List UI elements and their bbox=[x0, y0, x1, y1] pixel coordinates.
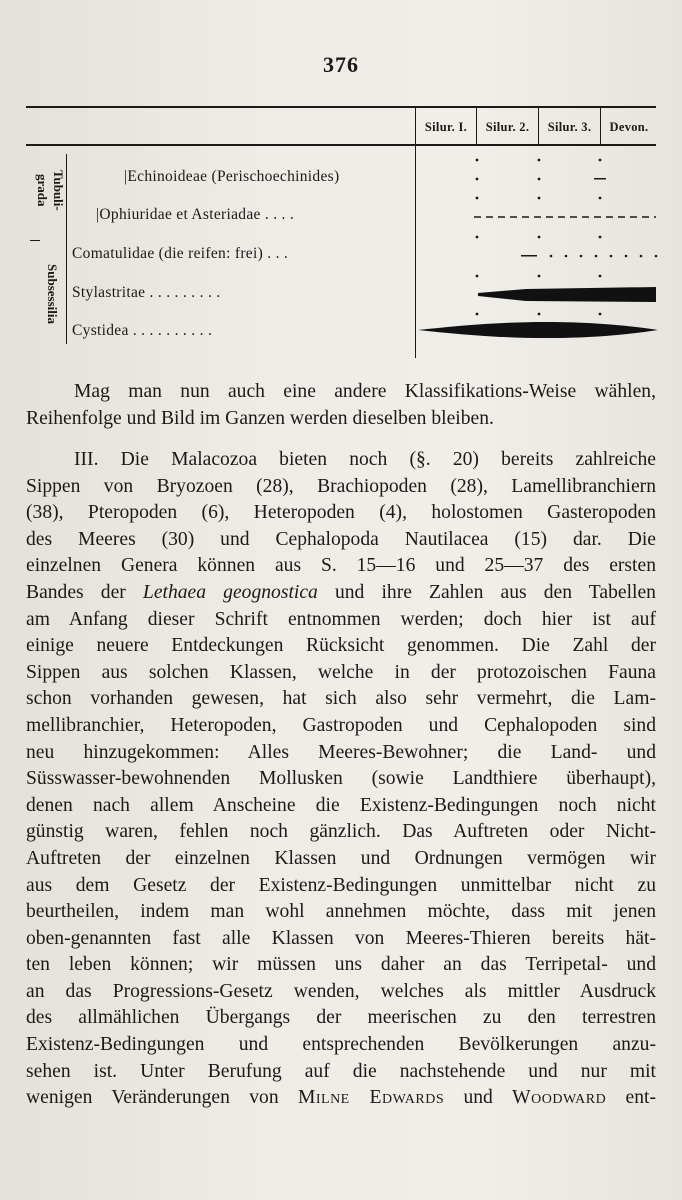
text-line: mellibranchier, Heteropoden, Gastropoden und Cephalopoden sind bbox=[26, 714, 656, 736]
text-line bbox=[26, 580, 656, 607]
range-stylastritae bbox=[478, 287, 656, 302]
group-label-subsessilia: Subsessilia bbox=[45, 264, 60, 324]
range-comatulidae bbox=[521, 255, 657, 258]
text-line: neu hinzugekommen: Alles Meeres-Bewohner; die Land- und bbox=[26, 741, 656, 763]
text-segment: und ihre Zahlen aus den Tabellen bbox=[334, 581, 656, 603]
paragraph-1 bbox=[26, 379, 656, 432]
row-label-comatulidae: Comatulidae (die reifen: frei) . . . bbox=[72, 245, 289, 262]
range-cystidea bbox=[418, 322, 658, 338]
text-segment: und bbox=[463, 1087, 493, 1109]
text-line: am Anfang dieser Schrift entnommen werden; doch hier ist auf bbox=[26, 608, 656, 630]
row-label-cystidea: Cystidea . . . . . . . . . . bbox=[72, 322, 213, 339]
text-line: III. Die Malacozoa bieten noch (§. 20) bereits zahlreiche bbox=[74, 449, 656, 470]
text-line: Sippen aus solchen Klassen, welche in der protozoischen Fauna bbox=[26, 661, 656, 683]
text-segment: wenigen Veränderungen von bbox=[26, 1087, 279, 1109]
book-title: Lethaea geognostica bbox=[142, 581, 318, 603]
column-header-silur-3: Silur. 3. bbox=[547, 120, 592, 134]
group-bracket-line bbox=[66, 154, 67, 344]
row-label-echinoideae: |Echinoideae (Perischoechinides) bbox=[124, 168, 340, 185]
text-line: einige neuere Entdeckungen Rücksicht genommen. Die Zahl der bbox=[26, 635, 656, 657]
text-line: beurtheilen, indem man wohl annehmen möchte, dass mit jenen bbox=[26, 901, 656, 923]
author-name: Milne Edwards bbox=[297, 1087, 445, 1109]
text-line: ten leben können; wir müssen uns daher an das Terripetal- und bbox=[26, 954, 656, 976]
text-line: Existenz-Bedingungen und entsprechenden Bevölkerungen anzu- bbox=[26, 1034, 656, 1056]
author-name: Woodward bbox=[512, 1087, 607, 1109]
row-label-stylastritae: Stylastritae . . . . . . . . . bbox=[72, 284, 221, 301]
text-line: an das Progressions-Gesetz wenden, welches als mittler Ausdruck bbox=[26, 980, 656, 1002]
paragraph-2 bbox=[26, 447, 656, 1112]
text-line bbox=[26, 1085, 656, 1112]
text-line: denen nach allem Anscheine die Existenz-Bedingungen noch nicht bbox=[26, 794, 656, 816]
text-line: des Meeres (30) und Cephalopoda Nautilacea (15) dar. Die bbox=[26, 528, 656, 550]
text-segment: Bandes der bbox=[26, 581, 126, 603]
group-divider bbox=[30, 240, 40, 241]
range-echinoideae bbox=[476, 178, 606, 181]
column-header-silur-2: Silur. 2. bbox=[485, 120, 530, 134]
text-line: einzelnen Genera können aus S. 15—16 und 25—37 des ersten bbox=[26, 555, 656, 577]
text-line: sehen ist. Unter Berufung auf die nachstehende und nur mit bbox=[26, 1060, 656, 1082]
text-line: oben-genannten fast alle Klassen von Meeres-Thieren bereits hät- bbox=[26, 927, 656, 949]
row-label-ophiuridae: |Ophiuridae et Asteriadae . . . . bbox=[96, 206, 295, 223]
text-line: schon vorhanden gewesen, hat sich also sehr vermehrt, die Lam- bbox=[26, 688, 656, 710]
text-line: günstig waren, fehlen noch gänzlich. Das Auftreten oder Nicht- bbox=[26, 821, 656, 843]
text-line: Sippen von Bryozoen (28), Brachiopoden (28), Lamellibranchiern bbox=[26, 475, 656, 497]
page-number: 376 bbox=[323, 52, 359, 77]
text-line: (38), Pteropoden (6), Heteropoden (4), holostomen Gasteropoden bbox=[26, 502, 656, 524]
group-label-tubuligrada: Tubuli- grada bbox=[35, 169, 66, 211]
table-header-rule bbox=[26, 144, 656, 146]
range-chart bbox=[416, 150, 661, 350]
column-header-devon: Devon. bbox=[609, 120, 649, 134]
text-line: des allmählichen Übergangs der meerischen zu den terrestren bbox=[26, 1007, 656, 1029]
text-line: aus dem Gesetz der Existenz-Bedingungen unmittelbar nicht zu bbox=[26, 874, 656, 896]
text-line: Mag man nun auch eine andere Klassifikations-Weise wählen, bbox=[74, 381, 656, 402]
text-line: Reihenfolge und Bild im Ganzen werden dieselben bleiben. bbox=[26, 407, 494, 429]
text-line: Süsswasser-bewohnenden Mollusken (sowie Landthiere überhaupt), bbox=[26, 768, 656, 790]
text-line: Auftreten der einzelnen Klassen und Ordnungen vermögen wir bbox=[26, 847, 656, 869]
column-header-silur-1: Silur. I. bbox=[424, 120, 468, 134]
table-top-rule bbox=[26, 106, 656, 108]
text-segment: ent- bbox=[625, 1087, 656, 1109]
